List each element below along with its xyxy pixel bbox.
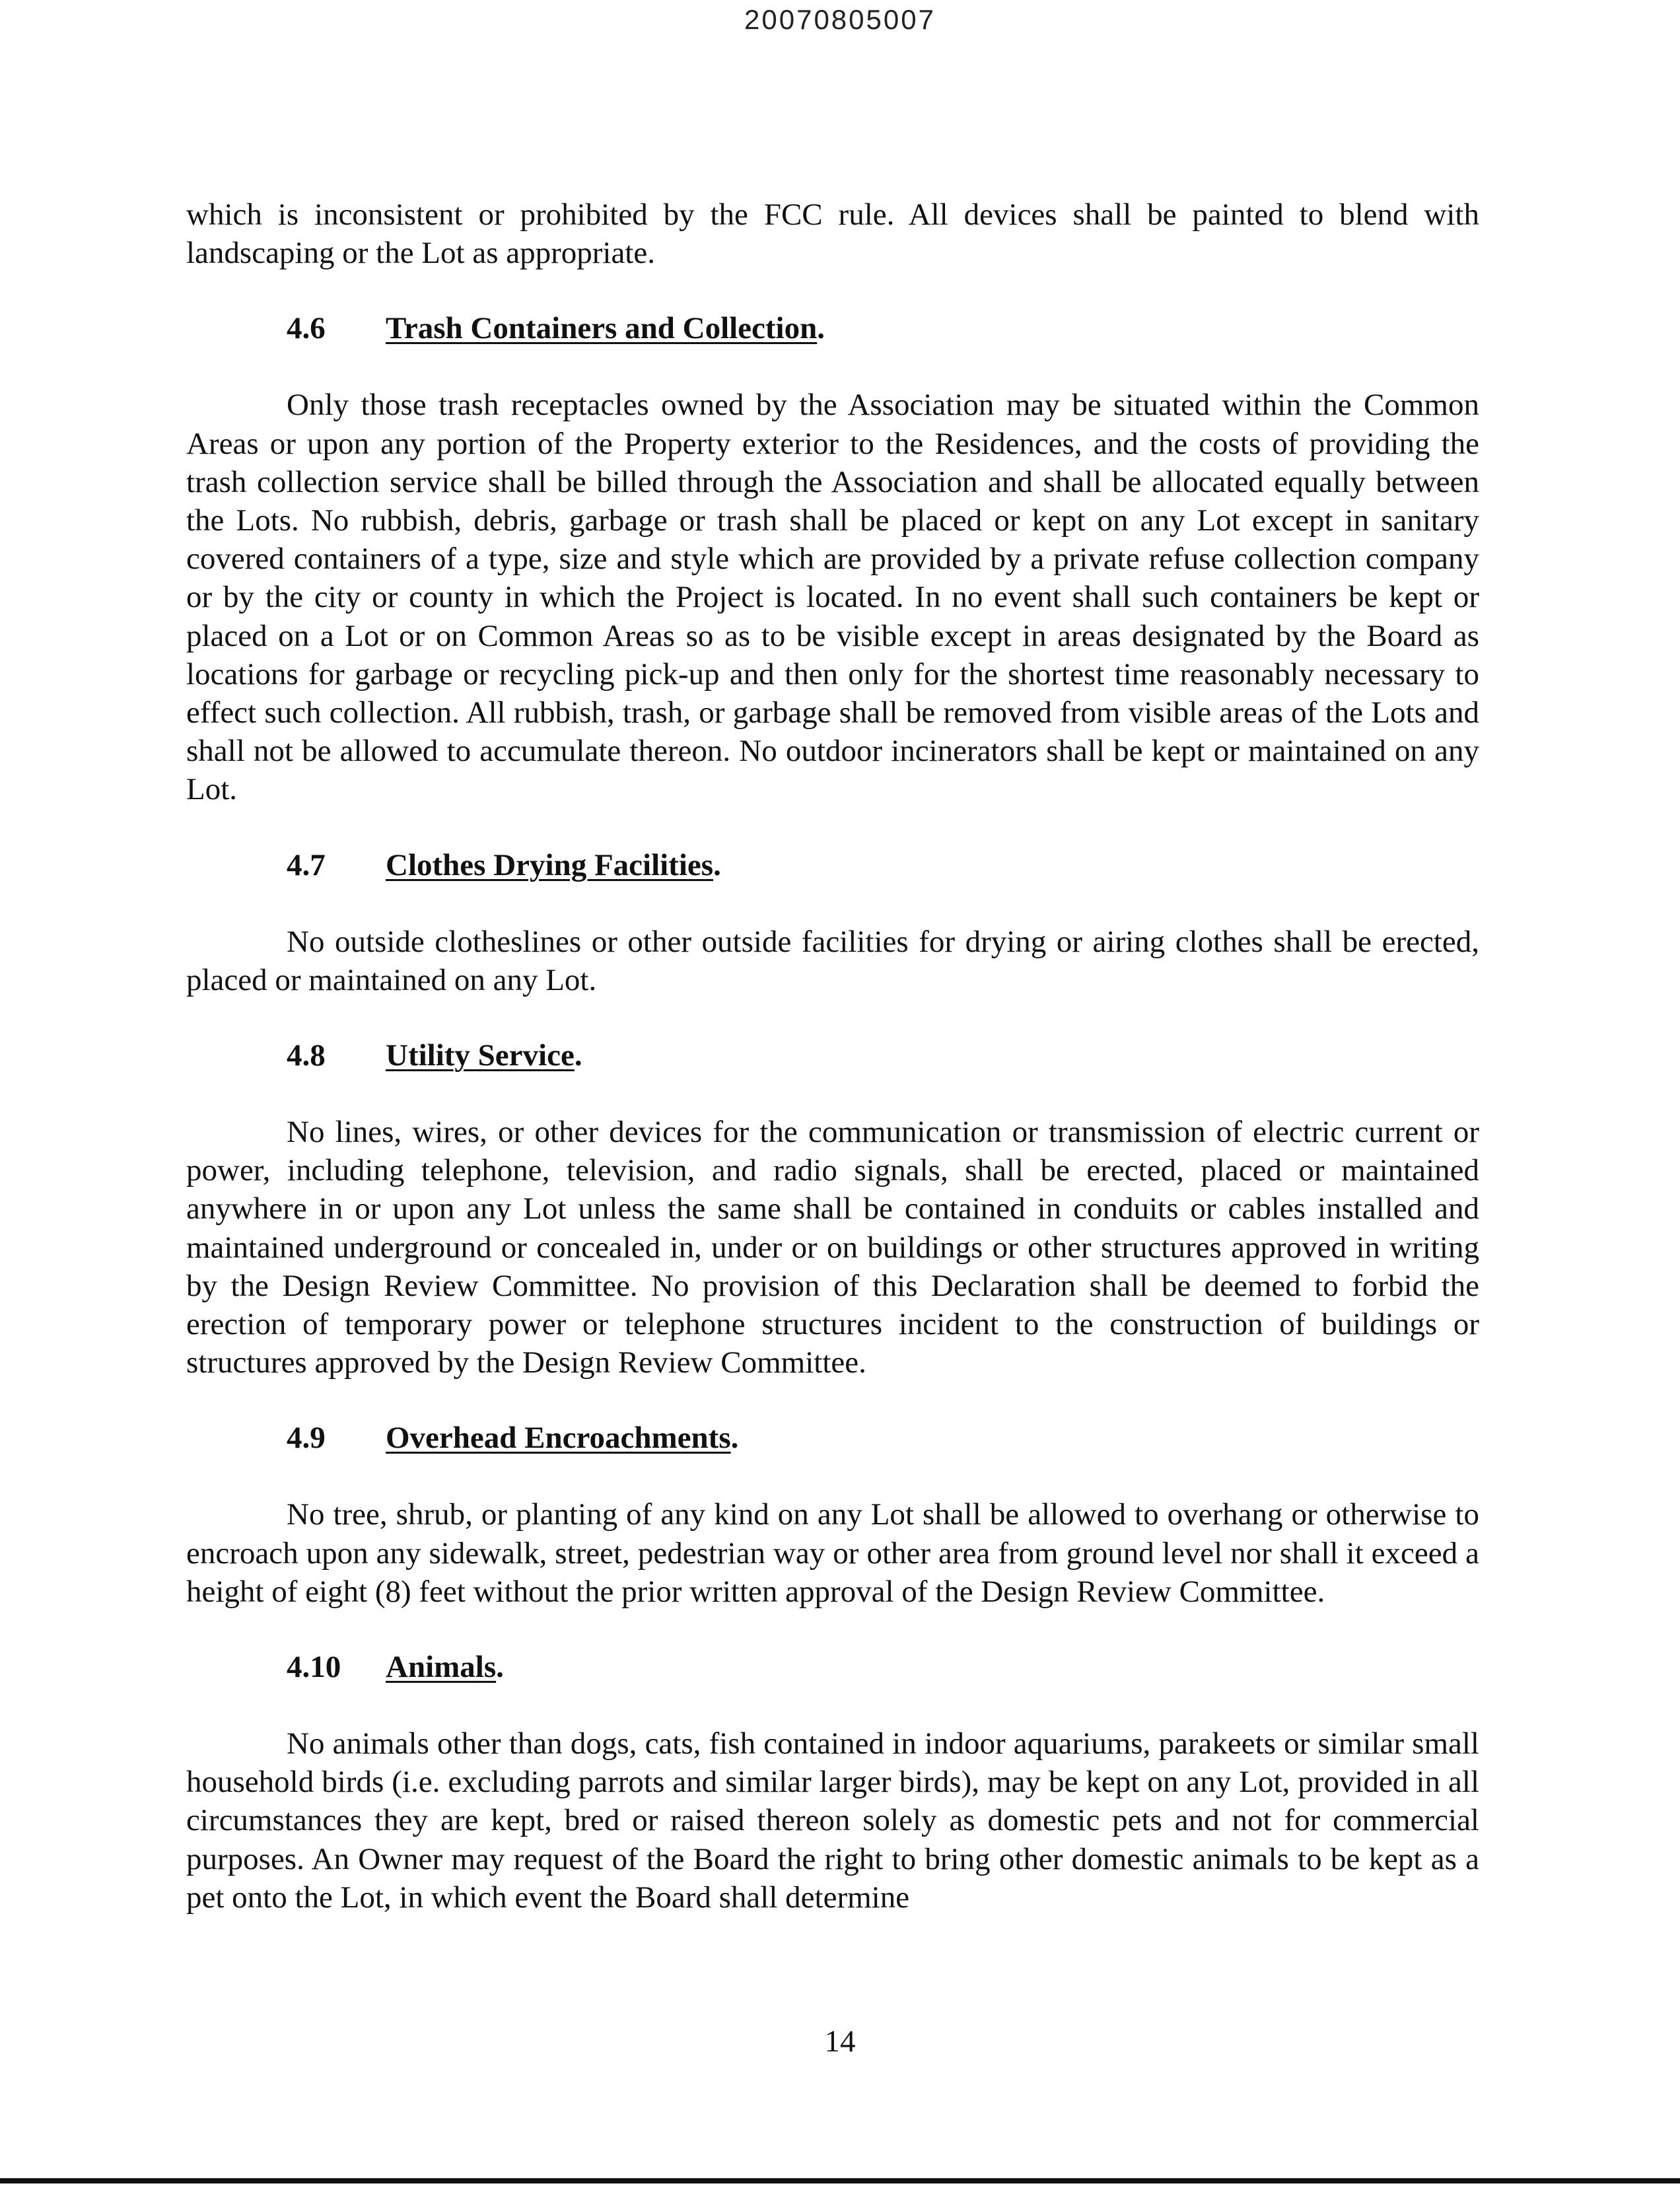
section-body-4-8: No lines, wires, or other devices for the communication or transmission of electric current or power, including telephone, television, and radio signals, shall be erected, placed or maintained anywhere in or upon any Lot unless the same shall be contained in conduits or cables installed and maintained underground or concealed in, under or on buildings or other structures approved in writing by the Design Review Committee. No provision of this Declaration shall be deemed to forbid the erection of temporary power or telephone structures incident to the construction of buildings or structures approved by the Design Review Committee. [186, 1115, 1479, 1380]
section-number: 4.8 [287, 1038, 326, 1073]
spacer [186, 1611, 1479, 1648]
section-number: 4.9 [287, 1421, 326, 1456]
page-number: 14 [824, 2024, 856, 2059]
section-heading-4-10 [186, 1648, 1479, 1686]
spacer [186, 347, 1479, 386]
section-body-4-6: Only those trash receptacles owned by the Association may be situated within the Common Areas or upon any portion of the Property exterior to the Residences, and the costs of providing the trash collection service shall be billed through the Association and shall be allocated equally between the Lots. No rubbish, debris, garbage or trash shall be placed or kept on any Lot except in sanitary covered containers of a type, size and style which are provided by a private refuse collection company or by the city or county in which the Project is located. In no event shall such containers be kept or placed on a Lot or on Common Areas so as to be visible except in areas designated by the Board as locations for garbage or recycling pick-up and then only for the shortest time reasonably necessary to effect such collection. All rubbish, trash, or garbage shall be removed from visible areas of the Lots and shall not be allowed to accumulate thereon. No outdoor incinerators shall be kept or maintained on any Lot. [186, 388, 1479, 807]
section-number: 4.10 [287, 1650, 341, 1685]
section-body-4-7: No outside clotheslines or other outside facilities for drying or airing clothes shall be erected, placed or maintained on any Lot. [186, 924, 1479, 997]
spacer [186, 809, 1479, 846]
section-title: Clothes Drying Facilities [386, 847, 714, 882]
document-body [186, 195, 1479, 1917]
heading-period: . [713, 847, 721, 882]
heading-period: . [574, 1038, 582, 1073]
intro-paragraph: which is inconsistent or prohibited by the FCC rule. All devices shall be painted to blend with landscaping or the Lot as appropriate. [186, 197, 1479, 271]
section-number: 4.6 [287, 311, 326, 346]
document-number: 20070805007 [744, 4, 936, 35]
spacer [186, 884, 1479, 923]
section-number: 4.7 [287, 847, 326, 882]
section-heading-4-6 [186, 309, 1479, 347]
section-body-4-10: No animals other than dogs, cats, fish contained in indoor aquariums, parakeets or similar small household birds (i.e. excluding parrots and similar larger birds), may be kept on any Lot, provided in all circumstances they are kept, bred or raised thereon solely as domestic pets and not for commercial purposes. An Owner may request of the Board the right to bring other domestic animals to be kept as a pet onto the Lot, in which event the Board shall determine [186, 1726, 1479, 1915]
spacer [186, 1075, 1479, 1113]
section-heading-4-9 [186, 1419, 1479, 1457]
heading-period: . [496, 1650, 504, 1685]
heading-period: . [730, 1421, 739, 1456]
bottom-border-line [0, 2178, 1680, 2183]
section-body-4-9: No tree, shrub, or planting of any kind on any Lot shall be allowed to overhang or otherwise to encroach upon any sidewalk, street, pedestrian way or other area from ground level nor shall it exceed a height of eight (8) feet without the prior written approval of the Design Review Committee. [186, 1497, 1479, 1609]
spacer [186, 272, 1479, 309]
section-heading-4-8 [186, 1036, 1479, 1075]
spacer [186, 1382, 1479, 1419]
spacer [186, 999, 1479, 1036]
spacer [186, 1686, 1479, 1724]
spacer [186, 1457, 1479, 1495]
section-title: Overhead Encroachments [386, 1421, 731, 1456]
heading-period: . [817, 311, 825, 346]
section-title: Animals [386, 1650, 497, 1685]
section-heading-4-7 [186, 846, 1479, 884]
section-title: Trash Containers and Collection [386, 311, 818, 346]
section-title: Utility Service [386, 1038, 575, 1073]
